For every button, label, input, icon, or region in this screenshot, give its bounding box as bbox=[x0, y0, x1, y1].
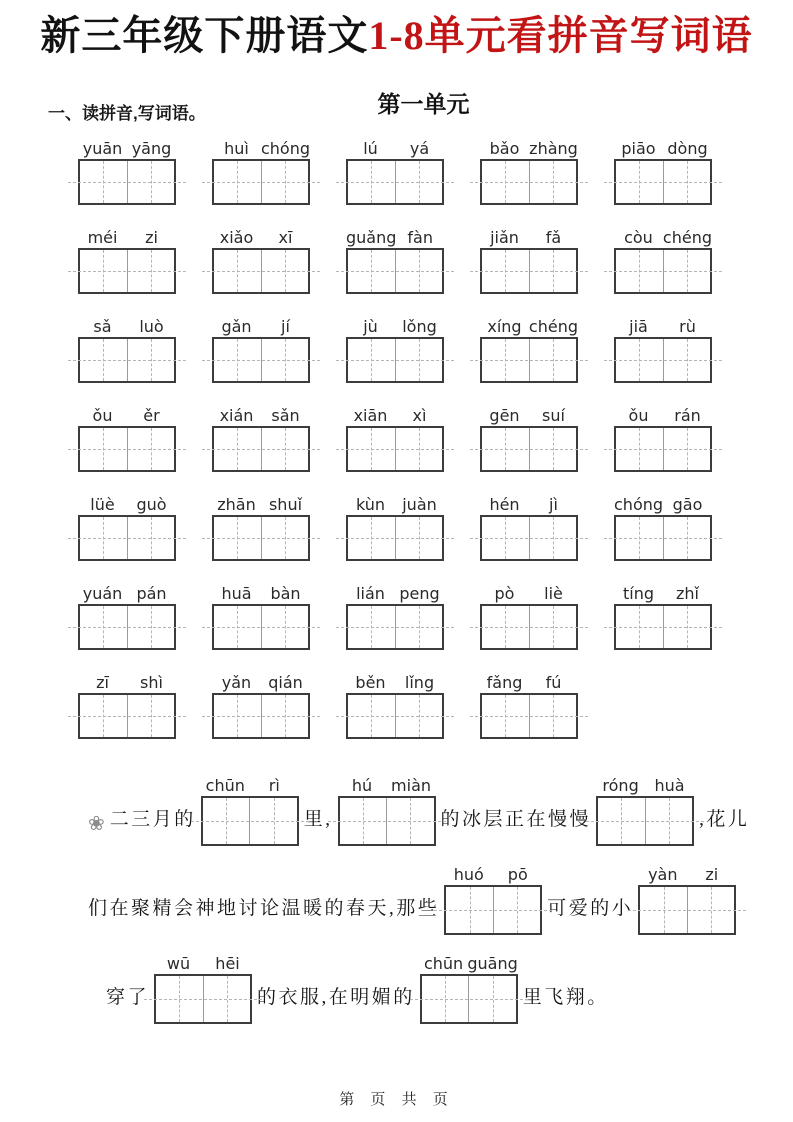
pinyin-syllable: huà bbox=[654, 776, 685, 795]
fill-in-sentences bbox=[0, 775, 793, 1024]
pinyin-syllable: hú bbox=[351, 776, 373, 795]
unit-heading: 第一单元 bbox=[377, 92, 470, 117]
pinyin-word-cell bbox=[78, 227, 176, 294]
pinyin-syllable: còu bbox=[624, 228, 653, 247]
pinyin-word-cell bbox=[614, 405, 712, 472]
box-midline bbox=[586, 821, 704, 822]
pinyin-syllable: xián bbox=[219, 406, 254, 425]
box-midline bbox=[202, 449, 320, 450]
box-midline bbox=[336, 538, 454, 539]
pinyin-label bbox=[596, 775, 694, 796]
pinyin-word-cell bbox=[346, 227, 444, 294]
pinyin-word-cell bbox=[78, 583, 176, 650]
answer-box bbox=[614, 604, 712, 650]
box-midline bbox=[410, 999, 528, 1000]
box-midline bbox=[68, 271, 186, 272]
pinyin-label bbox=[78, 227, 176, 248]
pinyin-syllable: lǐng bbox=[404, 673, 435, 692]
pinyin-syllable: méi bbox=[87, 228, 118, 247]
box-midline bbox=[470, 538, 588, 539]
pinyin-label bbox=[614, 405, 712, 426]
pinyin-syllable: rán bbox=[674, 406, 701, 425]
pinyin-syllable: chūn bbox=[205, 776, 245, 795]
pinyin-label bbox=[614, 494, 712, 515]
pinyin-syllable: gǎn bbox=[221, 317, 252, 336]
pinyin-syllable: hén bbox=[489, 495, 520, 514]
pinyin-syllable: lián bbox=[356, 584, 385, 603]
pinyin-syllable: guò bbox=[136, 495, 167, 514]
pinyin-word-cell bbox=[614, 316, 712, 383]
answer-box bbox=[614, 159, 712, 205]
pinyin-syllable: xī bbox=[278, 228, 293, 247]
pinyin-syllable: fǎng bbox=[486, 673, 523, 692]
sentence-text: 们在聚精会神地讨论温暖的春天,那些 bbox=[88, 898, 440, 919]
fill-blank bbox=[638, 864, 736, 935]
answer-box bbox=[212, 515, 310, 561]
box-midline bbox=[336, 449, 454, 450]
answer-box bbox=[212, 426, 310, 472]
pinyin-syllable: chūn bbox=[423, 954, 464, 973]
box-midline bbox=[604, 627, 722, 628]
sentence-text: 二三月的 bbox=[109, 809, 196, 830]
answer-box bbox=[346, 337, 444, 383]
pinyin-label bbox=[346, 227, 444, 248]
pinyin-syllable: lüè bbox=[90, 495, 115, 514]
pinyin-syllable: jiǎn bbox=[490, 228, 519, 247]
pinyin-word-cell bbox=[480, 672, 578, 739]
pinyin-syllable: dòng bbox=[667, 139, 708, 158]
pinyin-syllable: miàn bbox=[391, 776, 432, 795]
box-midline bbox=[68, 182, 186, 183]
fill-blank bbox=[338, 775, 436, 846]
answer-box bbox=[78, 159, 176, 205]
sentence-text: 穿了 bbox=[106, 987, 150, 1008]
answer-box bbox=[346, 426, 444, 472]
box-midline bbox=[336, 716, 454, 717]
pinyin-syllable: luò bbox=[139, 317, 164, 336]
answer-box bbox=[78, 248, 176, 294]
sentence-text: 里飞翔。 bbox=[522, 987, 609, 1008]
pinyin-syllable: rù bbox=[679, 317, 696, 336]
answer-box bbox=[444, 885, 542, 935]
pinyin-label bbox=[480, 227, 578, 248]
page-title bbox=[0, 12, 793, 60]
pinyin-syllable: huì bbox=[224, 139, 249, 158]
answer-box bbox=[212, 248, 310, 294]
pinyin-syllable: zhān bbox=[217, 495, 256, 514]
box-midline bbox=[628, 910, 746, 911]
pinyin-syllable: ǒu bbox=[92, 406, 113, 425]
answer-box bbox=[154, 974, 252, 1024]
box-midline bbox=[470, 716, 588, 717]
pinyin-syllable: rì bbox=[268, 776, 280, 795]
pinyin-label bbox=[480, 672, 578, 693]
pinyin-syllable: zi bbox=[145, 228, 158, 247]
pinyin-syllable: wū bbox=[166, 954, 191, 973]
pinyin-syllable: yǎn bbox=[221, 673, 252, 692]
pinyin-label bbox=[614, 138, 712, 159]
sentence-text: 的衣服,在明媚的 bbox=[257, 987, 415, 1008]
pinyin-syllable: suí bbox=[542, 406, 565, 425]
sentence-1 bbox=[88, 775, 793, 846]
pinyin-label bbox=[78, 138, 176, 159]
box-midline bbox=[202, 182, 320, 183]
pinyin-label bbox=[638, 864, 736, 885]
pinyin-word-cell bbox=[78, 138, 176, 205]
pinyin-label bbox=[480, 405, 578, 426]
answer-box bbox=[614, 248, 712, 294]
pinyin-word-cell bbox=[614, 227, 712, 294]
pinyin-label bbox=[212, 138, 310, 159]
pinyin-word-cell bbox=[212, 227, 310, 294]
box-midline bbox=[202, 627, 320, 628]
box-midline bbox=[191, 821, 309, 822]
pinyin-syllable: chéng bbox=[528, 317, 578, 336]
box-midline bbox=[144, 999, 262, 1000]
pinyin-word-cell bbox=[346, 494, 444, 561]
pinyin-word-cell bbox=[614, 494, 712, 561]
pinyin-syllable: qián bbox=[268, 673, 303, 692]
pinyin-syllable: guǎng bbox=[346, 228, 397, 247]
pinyin-label bbox=[346, 583, 444, 604]
pinyin-syllable: juàn bbox=[402, 495, 437, 514]
word-row bbox=[78, 583, 793, 650]
answer-box bbox=[614, 426, 712, 472]
answer-box bbox=[78, 426, 176, 472]
sentence-text: 可爱的小 bbox=[547, 898, 634, 919]
pinyin-word-cell bbox=[212, 405, 310, 472]
pinyin-label bbox=[346, 316, 444, 337]
pinyin-label bbox=[212, 494, 310, 515]
pinyin-syllable: chóng bbox=[614, 495, 664, 514]
pinyin-word-cell bbox=[480, 405, 578, 472]
pinyin-syllable: piāo bbox=[621, 139, 656, 158]
box-midline bbox=[202, 538, 320, 539]
answer-box bbox=[338, 796, 436, 846]
pinyin-syllable: fàn bbox=[407, 228, 433, 247]
pinyin-word-cell bbox=[480, 227, 578, 294]
box-midline bbox=[604, 449, 722, 450]
answer-box bbox=[346, 604, 444, 650]
pinyin-syllable: hēi bbox=[215, 954, 240, 973]
box-midline bbox=[470, 449, 588, 450]
box-midline bbox=[604, 182, 722, 183]
pinyin-syllable: pò bbox=[494, 584, 515, 603]
box-midline bbox=[470, 627, 588, 628]
answer-box bbox=[212, 337, 310, 383]
pinyin-syllable: sǎn bbox=[271, 406, 300, 425]
box-midline bbox=[336, 360, 454, 361]
pinyin-word-cell bbox=[346, 672, 444, 739]
pinyin-label bbox=[480, 316, 578, 337]
answer-box bbox=[212, 604, 310, 650]
fill-blank bbox=[444, 864, 542, 935]
pinyin-syllable: xíng bbox=[487, 317, 522, 336]
box-midline bbox=[604, 271, 722, 272]
answer-box bbox=[480, 426, 578, 472]
box-midline bbox=[202, 271, 320, 272]
pinyin-syllable: yuān bbox=[82, 139, 123, 158]
pinyin-word-cell bbox=[480, 138, 578, 205]
box-midline bbox=[470, 360, 588, 361]
answer-box bbox=[212, 159, 310, 205]
pinyin-syllable: huó bbox=[453, 865, 484, 884]
answer-box bbox=[78, 604, 176, 650]
pinyin-syllable: zī bbox=[96, 673, 109, 692]
answer-box bbox=[480, 693, 578, 739]
box-midline bbox=[68, 716, 186, 717]
answer-box bbox=[420, 974, 518, 1024]
pinyin-word-cell bbox=[480, 494, 578, 561]
answer-box bbox=[346, 693, 444, 739]
pinyin-label bbox=[78, 405, 176, 426]
pinyin-syllable: kùn bbox=[355, 495, 386, 514]
answer-box bbox=[480, 159, 578, 205]
answer-box bbox=[201, 796, 299, 846]
word-row bbox=[78, 494, 793, 561]
pinyin-syllable: yāng bbox=[131, 139, 172, 158]
title-black-part: 新三年级下册语文 bbox=[40, 13, 369, 58]
box-midline bbox=[202, 716, 320, 717]
pinyin-label bbox=[212, 583, 310, 604]
box-midline bbox=[68, 627, 186, 628]
pinyin-syllable: tíng bbox=[622, 584, 654, 603]
pinyin-word-cell bbox=[614, 138, 712, 205]
pinyin-syllable: shuǐ bbox=[268, 495, 303, 514]
pinyin-label bbox=[480, 583, 578, 604]
box-midline bbox=[336, 271, 454, 272]
box-midline bbox=[336, 627, 454, 628]
pinyin-label bbox=[212, 672, 310, 693]
fill-blank bbox=[596, 775, 694, 846]
pinyin-word-cell bbox=[480, 583, 578, 650]
pinyin-word-cell bbox=[346, 405, 444, 472]
pinyin-label bbox=[444, 864, 542, 885]
pinyin-label bbox=[201, 775, 299, 796]
pinyin-label bbox=[78, 316, 176, 337]
box-midline bbox=[202, 360, 320, 361]
pinyin-syllable: jí bbox=[281, 317, 290, 336]
pinyin-syllable: bàn bbox=[270, 584, 301, 603]
pinyin-syllable: sǎ bbox=[93, 317, 112, 336]
pinyin-syllable: liè bbox=[544, 584, 563, 603]
pinyin-label bbox=[346, 494, 444, 515]
pinyin-syllable: ǒu bbox=[628, 406, 649, 425]
pinyin-syllable: xì bbox=[412, 406, 427, 425]
box-midline bbox=[336, 182, 454, 183]
word-row bbox=[78, 138, 793, 205]
word-row bbox=[78, 227, 793, 294]
pinyin-syllable: zhàng bbox=[529, 139, 578, 158]
pinyin-syllable: jiā bbox=[629, 317, 648, 336]
pinyin-label bbox=[212, 405, 310, 426]
sentence-text: 的冰层正在慢慢 bbox=[440, 809, 592, 830]
pinyin-word-grid bbox=[78, 138, 793, 739]
answer-box bbox=[212, 693, 310, 739]
pinyin-syllable: zhǐ bbox=[676, 584, 699, 603]
sentence-text: ,花儿 bbox=[699, 809, 750, 830]
word-row bbox=[78, 405, 793, 472]
flower-icon: ❀ bbox=[88, 813, 105, 835]
pinyin-syllable: gēn bbox=[489, 406, 520, 425]
fill-blank bbox=[201, 775, 299, 846]
sentence-2 bbox=[88, 864, 793, 935]
pinyin-label bbox=[338, 775, 436, 796]
box-midline bbox=[604, 360, 722, 361]
pinyin-label bbox=[78, 672, 176, 693]
sentence-text: 里, bbox=[303, 809, 333, 830]
answer-box bbox=[78, 515, 176, 561]
pinyin-word-cell bbox=[212, 672, 310, 739]
pinyin-syllable: jù bbox=[363, 317, 378, 336]
pinyin-label bbox=[78, 494, 176, 515]
pinyin-syllable: chéng bbox=[662, 228, 712, 247]
pinyin-syllable: pán bbox=[136, 584, 167, 603]
box-midline bbox=[434, 910, 552, 911]
pinyin-label bbox=[614, 316, 712, 337]
pinyin-label bbox=[212, 316, 310, 337]
sentence-3 bbox=[106, 953, 793, 1024]
pinyin-word-cell bbox=[78, 316, 176, 383]
answer-box bbox=[346, 515, 444, 561]
fill-blank bbox=[420, 953, 518, 1024]
pinyin-word-cell bbox=[614, 583, 712, 650]
pinyin-syllable: guāng bbox=[467, 954, 518, 973]
pinyin-word-cell bbox=[346, 583, 444, 650]
box-midline bbox=[470, 182, 588, 183]
instruction-text: 一、读拼音,写词语。 bbox=[48, 104, 206, 123]
pinyin-syllable: bǎo bbox=[489, 139, 520, 158]
pinyin-syllable: jì bbox=[549, 495, 558, 514]
pinyin-word-cell bbox=[346, 316, 444, 383]
title-red-part: 1-8单元看拼音写词语 bbox=[368, 13, 753, 58]
answer-box bbox=[78, 693, 176, 739]
answer-box bbox=[480, 337, 578, 383]
pinyin-label bbox=[420, 953, 518, 974]
box-midline bbox=[68, 449, 186, 450]
pinyin-syllable: ěr bbox=[143, 406, 160, 425]
box-midline bbox=[470, 271, 588, 272]
pinyin-syllable: fú bbox=[545, 673, 562, 692]
pinyin-label bbox=[480, 494, 578, 515]
answer-box bbox=[480, 248, 578, 294]
page-footer: 第 页 共 页 bbox=[339, 1091, 454, 1108]
answer-box bbox=[614, 337, 712, 383]
pinyin-word-cell bbox=[78, 494, 176, 561]
pinyin-syllable: shì bbox=[140, 673, 163, 692]
pinyin-word-cell bbox=[480, 316, 578, 383]
pinyin-word-cell bbox=[212, 316, 310, 383]
answer-box bbox=[480, 604, 578, 650]
pinyin-word-cell bbox=[212, 494, 310, 561]
pinyin-label bbox=[212, 227, 310, 248]
word-row bbox=[78, 316, 793, 383]
pinyin-word-cell bbox=[78, 405, 176, 472]
pinyin-syllable: gāo bbox=[672, 495, 703, 514]
word-row bbox=[78, 672, 793, 739]
pinyin-label bbox=[346, 138, 444, 159]
pinyin-syllable: peng bbox=[399, 584, 440, 603]
pinyin-syllable: yá bbox=[409, 139, 430, 158]
box-midline bbox=[68, 538, 186, 539]
box-midline bbox=[604, 538, 722, 539]
pinyin-syllable: huā bbox=[221, 584, 252, 603]
answer-box bbox=[78, 337, 176, 383]
pinyin-word-cell bbox=[346, 138, 444, 205]
pinyin-syllable: yuán bbox=[82, 584, 123, 603]
pinyin-syllable: fǎ bbox=[545, 228, 562, 247]
answer-box bbox=[638, 885, 736, 935]
pinyin-syllable: lú bbox=[363, 139, 378, 158]
answer-box bbox=[614, 515, 712, 561]
pinyin-syllable: róng bbox=[602, 776, 639, 795]
box-midline bbox=[328, 821, 446, 822]
answer-box bbox=[346, 248, 444, 294]
box-midline bbox=[68, 360, 186, 361]
pinyin-word-cell bbox=[212, 583, 310, 650]
pinyin-syllable: xiǎo bbox=[219, 228, 254, 247]
pinyin-syllable: zi bbox=[705, 865, 719, 884]
pinyin-label bbox=[480, 138, 578, 159]
pinyin-word-cell bbox=[78, 672, 176, 739]
pinyin-syllable: chóng bbox=[260, 139, 310, 158]
answer-box bbox=[480, 515, 578, 561]
pinyin-label bbox=[78, 583, 176, 604]
pinyin-syllable: běn bbox=[355, 673, 386, 692]
pinyin-label bbox=[614, 583, 712, 604]
pinyin-syllable: pō bbox=[507, 865, 528, 884]
pinyin-syllable: lǒng bbox=[402, 317, 437, 336]
fill-blank bbox=[154, 953, 252, 1024]
pinyin-label bbox=[346, 672, 444, 693]
pinyin-syllable: xiān bbox=[353, 406, 388, 425]
pinyin-label bbox=[346, 405, 444, 426]
pinyin-syllable: yàn bbox=[648, 865, 678, 884]
pinyin-label bbox=[154, 953, 252, 974]
answer-box bbox=[346, 159, 444, 205]
pinyin-label bbox=[614, 227, 712, 248]
answer-box bbox=[596, 796, 694, 846]
pinyin-word-cell bbox=[212, 138, 310, 205]
